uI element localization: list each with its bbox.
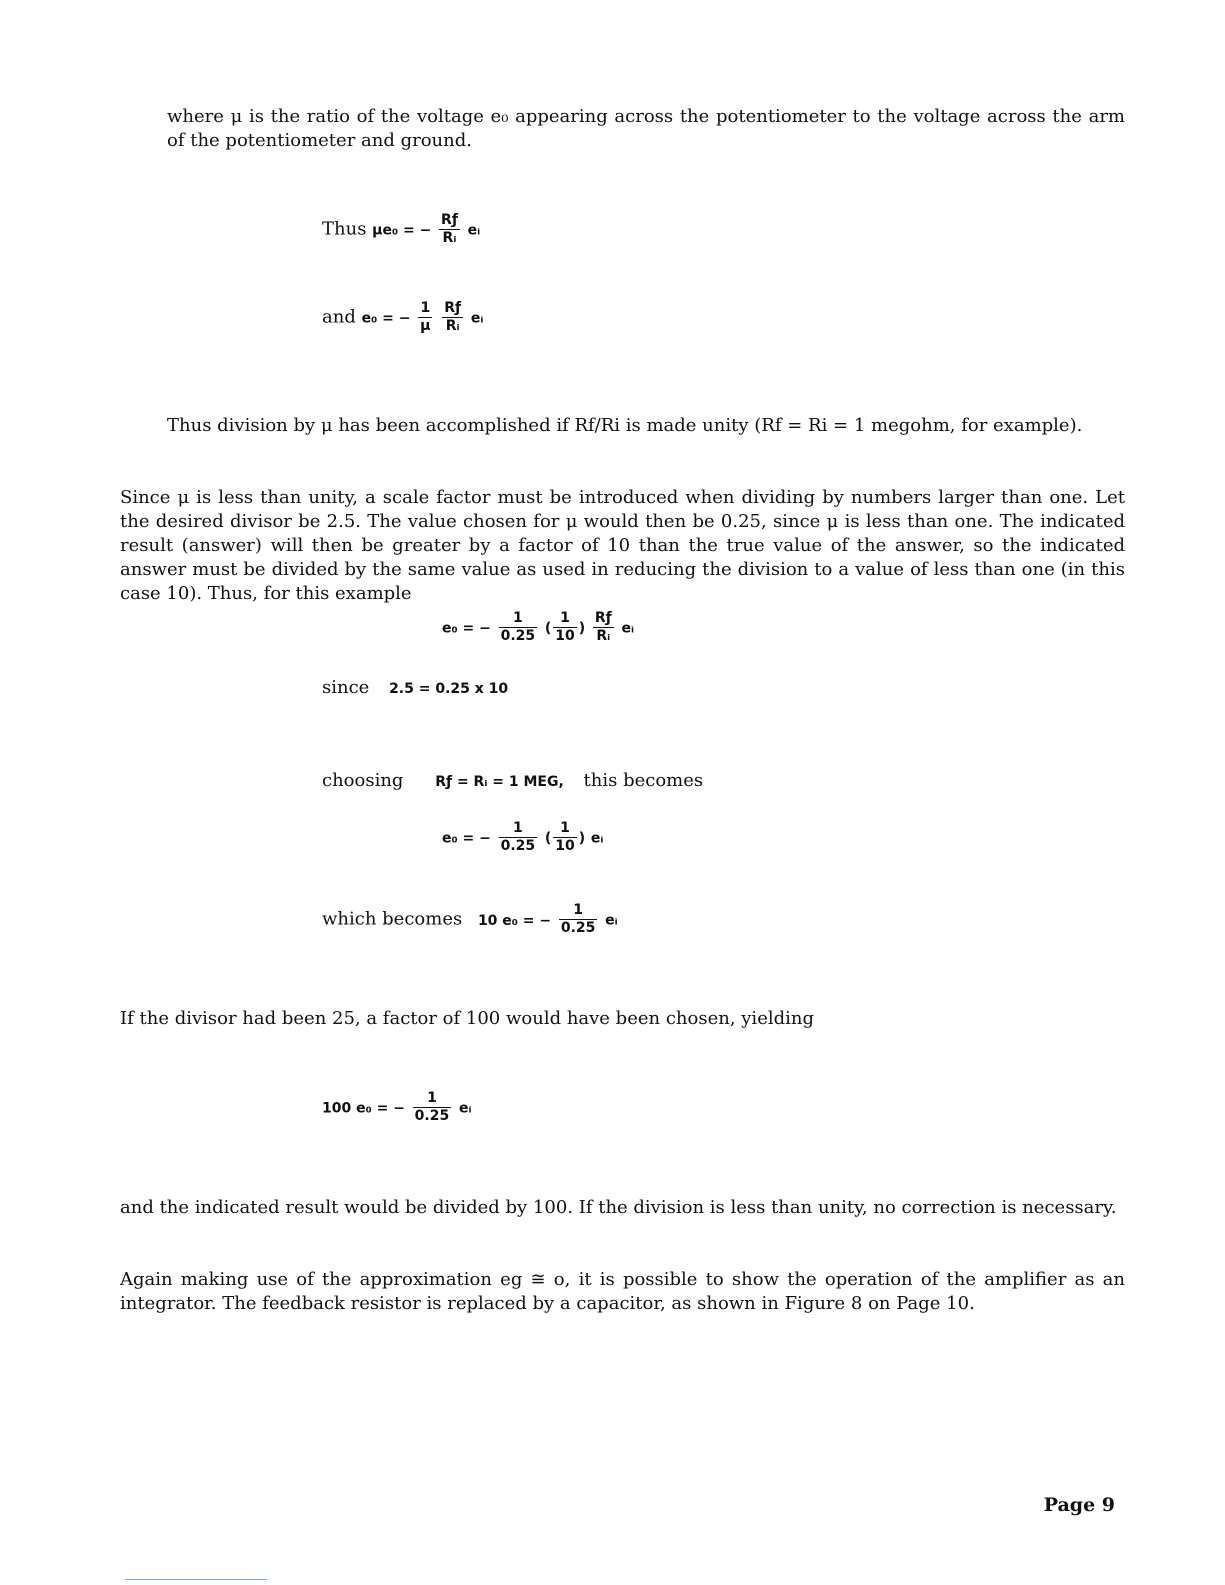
equation-lead: choosing — [322, 770, 404, 791]
equation-which-becomes: which becomes 10 e₀ = − $\frac{1}{0.25}$ eᵢ — [322, 902, 618, 936]
equation-lead: Thus — [322, 218, 367, 240]
fraction: $\frac{1}{\mu}$ — [420, 300, 431, 334]
fraction: $\frac{1}{0.25}$ — [414, 1090, 450, 1124]
equation-becomes: e₀ = − $\frac{1}{0.25}$ ( $\frac{1}{10}$ ) eᵢ — [442, 820, 604, 854]
fraction: $\frac{1}{10}$ — [555, 820, 575, 854]
paragraph-correction: and the indicated result would be divided by 100. If the division is less than unity, no correction is necessary. — [120, 1197, 1117, 1218]
fraction: $\frac{Rƒ}{\text{Rᵢ}}$ — [444, 300, 462, 334]
link-underline — [125, 1579, 267, 1580]
paragraph-division: Thus division by μ has been accomplished if Rf/Ri is made unity (Rf = Ri = 1 megohm, for example). — [167, 415, 1083, 436]
equation-thus: Thus μe₀ = − $\frac{Rƒ}{\text{Rᵢ}}$ eᵢ — [322, 212, 481, 246]
page-number: Page 9 — [1043, 1494, 1115, 1516]
equation-100: 100 e₀ = − $\frac{1}{0.25}$ eᵢ — [322, 1090, 472, 1124]
equation-choosing: choosing Rƒ = Rᵢ = 1 MEG, this becomes — [322, 770, 704, 791]
equation-since: since 2.5 = 0.25 x 10 — [322, 677, 509, 698]
equation-and: and e₀ = − $\frac{1}{\mu}$ $\frac{Rƒ}{\text{Rᵢ}}$ eᵢ — [322, 300, 484, 334]
fraction: $\frac{Rƒ}{\text{Rᵢ}}$ — [594, 610, 612, 644]
fraction: $\frac{Rƒ}{\text{Rᵢ}}$ — [441, 212, 458, 246]
equation-lead: since — [322, 677, 370, 698]
equation-scaled: e₀ = − $\frac{1}{0.25}$ ( $\frac{1}{10}$ ) $\frac{Rƒ}{\text{Rᵢ}}$ eᵢ — [442, 610, 635, 644]
fraction: $\frac{1}{0.25}$ — [560, 902, 596, 936]
equation-lead: which becomes — [322, 908, 463, 930]
paragraph-divisor-25: If the divisor had been 25, a factor of 100 would have been chosen, yielding — [120, 1008, 814, 1029]
paragraph-mu-definition: where μ is the ratio of the voltage e₀ appearing across the potentiometer to the voltage across the arm of the potentiometer and ground. — [167, 106, 1125, 151]
equation-lead: and — [322, 306, 356, 328]
fraction: $\frac{1}{0.25}$ — [500, 820, 536, 854]
fraction: $\frac{1}{10}$ — [555, 610, 575, 644]
paragraph-integrator: Again making use of the approximation eg ≅ o, it is possible to show the operation of the amplifier as an integrator. The feedback resistor is replaced by a capacitor, as shown in Figure 8 on Page 10. — [120, 1269, 1125, 1314]
fraction: $\frac{1}{0.25}$ — [500, 610, 536, 644]
paragraph-scale-factor: Since μ is less than unity, a scale factor must be introduced when dividing by numbers larger than one. Let the desired divisor be 2.5. The value chosen for μ would then be 0.25, since μ is less than one. The indicated result (answer) will then be greater by a factor of 10 than the true value of the answer, so the indicated answer must be divided by the same value as used in reducing the division to a value of less than one (in this case 10). Thus, for this example — [120, 487, 1125, 604]
